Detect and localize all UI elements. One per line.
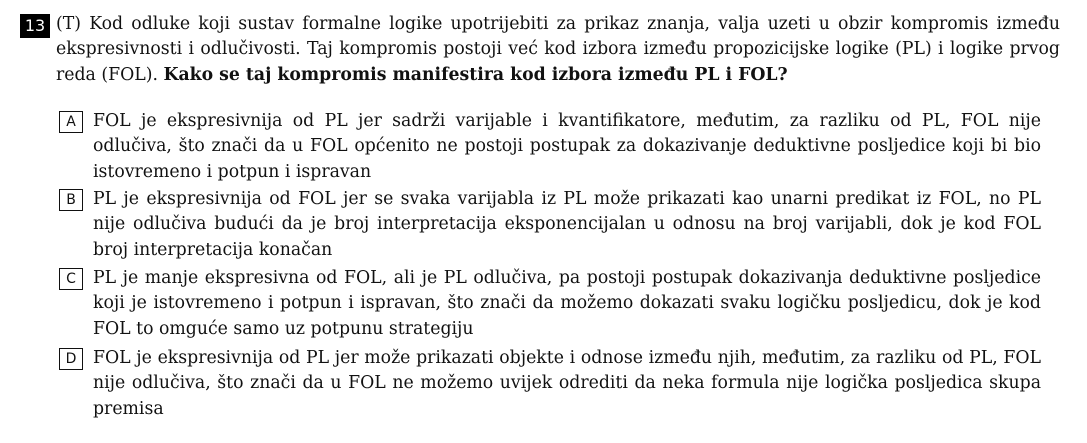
answer-option-d[interactable] [59, 346, 1041, 422]
answer-text-a: FOL je ekspresivnija od PL jer sadrži varijable i kvantifikatore, međutim, za razliku od PL, FOL nije odlučiva, što znači da u FOL općenito ne postoji postupak za dokazivanje deduktivne posljedice koji bi bio istovremeno i potpun i ispravan [93, 111, 1041, 182]
answer-letter-a[interactable]: A [59, 111, 83, 133]
question-block [20, 12, 1060, 88]
answer-text-d: FOL je ekspresivnija od PL jer može prikazati objekte i odnose između njih, međutim, za razliku od PL, FOL nije odlučiva, što znači da u FOL ne možemo uvijek odrediti da neka formula nije logička posljedica skupa premisa [93, 348, 1041, 419]
answer-option-c[interactable] [59, 266, 1041, 342]
answer-option-a[interactable] [59, 109, 1041, 185]
question-number: 13 [20, 14, 50, 38]
question-prompt: Kako se taj kompromis manifestira kod izbora između PL i FOL? [163, 64, 788, 85]
answer-letter-b[interactable]: B [59, 189, 83, 211]
answer-letter-d[interactable]: D [59, 348, 83, 370]
answer-option-b[interactable] [59, 187, 1041, 263]
answer-text-c: PL je manje ekspresivna od FOL, ali je PL odlučiva, pa postoji postupak dokazivanja deduktivne posljedice koji je istovremeno i potpun i ispravan, što znači da možemo dokazati svaku logičku posljedicu, dok je kod FOL to omguće samo uz potpunu strategiju [93, 268, 1041, 339]
answer-letter-c[interactable]: C [59, 268, 83, 290]
question-stem: (T) Kod odluke koji sustav formalne logike upotrijebiti za prikaz znanja, valja uzeti u obzir kompromis između ekspresivnosti i odlučivosti. Taj kompromis postoji već kod izbora između propozicijske logike (PL) i logike prvog reda (FOL). [56, 14, 1060, 85]
answer-text-b: PL je ekspresivnija od FOL jer se svaka varijabla iz PL može prikazati kao unarni predikat iz FOL, no PL nije odlučiva budući da je broj interpretacija eksponencijalan u odnosu na broj varijabli, dok je kod FOL broj interpretacija konačan [93, 189, 1041, 260]
question-text [56, 12, 1060, 88]
